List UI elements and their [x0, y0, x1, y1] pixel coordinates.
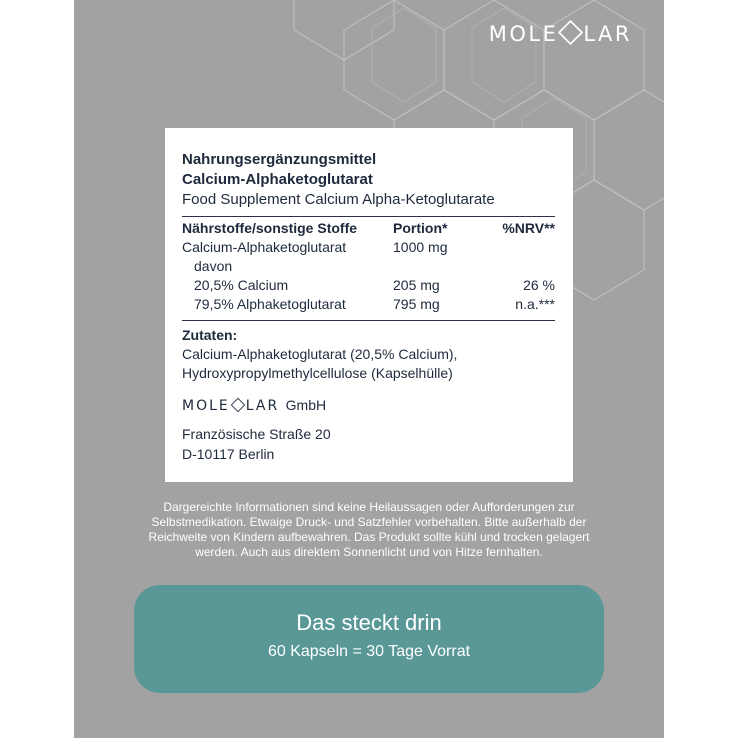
- contents-banner: [134, 585, 604, 693]
- row-name: davon: [194, 258, 233, 274]
- address-street: Französische Straße 20: [182, 426, 331, 442]
- ingredients-line-1: Calcium-Alphaketoglutarat (20,5% Calcium),: [182, 346, 458, 362]
- row-portion: 795 mg: [393, 296, 440, 312]
- table-row: [182, 257, 555, 276]
- label-subtitle-en: Food Supplement Calcium Alpha-Ketoglutarate: [182, 191, 495, 208]
- row-portion: 1000 mg: [393, 239, 448, 255]
- row-name: Calcium-Alphaketoglutarat: [182, 239, 347, 255]
- nutrition-table: [182, 217, 555, 314]
- col-header-nutrients: Nährstoffe/sonstige Stoffe: [182, 220, 358, 236]
- disclaimer-line: Reichweite von Kindern aufbewahren. Das Produkt sollte kühl und trocken gelagert: [148, 530, 590, 544]
- disclaimer-text: [104, 500, 634, 560]
- col-header-portion: Portion*: [393, 220, 448, 236]
- row-nrv: 26 %: [523, 277, 555, 293]
- row-nrv: [479, 238, 555, 257]
- col-header-nrv: %NRV**: [502, 220, 555, 236]
- row-nrv: n.a.***: [515, 296, 555, 312]
- logo-q-diamond-icon: [558, 20, 583, 45]
- ingredients-heading: Zutaten:: [182, 327, 238, 343]
- label-title: Nahrungsergänzungsmittel: [182, 151, 377, 168]
- divider: [182, 320, 555, 321]
- ingredients-line-2: Hydroxypropylmethylcellulose (Kapselhülle): [182, 365, 453, 381]
- address-city: D-10117 Berlin: [182, 446, 275, 462]
- logo-q-diamond-icon: [231, 398, 245, 412]
- product-panel: [74, 0, 664, 738]
- row-name: 79,5% Alphaketoglutarat: [194, 296, 346, 312]
- table-row: [182, 295, 555, 314]
- row-name: 20,5% Calcium: [194, 277, 289, 293]
- company-address: [182, 424, 555, 464]
- table-row: [182, 238, 555, 257]
- table-row: [182, 276, 555, 295]
- company-suffix: GmbH: [285, 397, 327, 413]
- disclaimer-line: Dargereichte Informationen sind keine Heilaussagen oder Aufforderungen zur: [163, 500, 575, 514]
- contents-title: Das steckt drin: [296, 610, 442, 635]
- disclaimer-line: Selbstmedikation. Etwaige Druck- und Satzfehler vorbehalten. Bitte außerhalb der: [151, 515, 587, 529]
- label-product-name: Calcium-Alphaketoglutarat: [182, 171, 373, 188]
- disclaimer-line: werden. Auch aus direktem Sonnenlicht und von Hitze fernhalten.: [195, 545, 543, 559]
- brand-logo: MOLE LAR: [489, 22, 632, 46]
- row-portion: 205 mg: [393, 277, 440, 293]
- table-header-row: [182, 217, 555, 238]
- supplement-label: [165, 128, 573, 482]
- contents-subtitle: 60 Kapseln = 30 Tage Vorrat: [267, 643, 471, 660]
- company-name: MOLE LAR GmbH: [182, 397, 327, 414]
- row-portion: [393, 257, 479, 276]
- row-nrv: [479, 257, 555, 276]
